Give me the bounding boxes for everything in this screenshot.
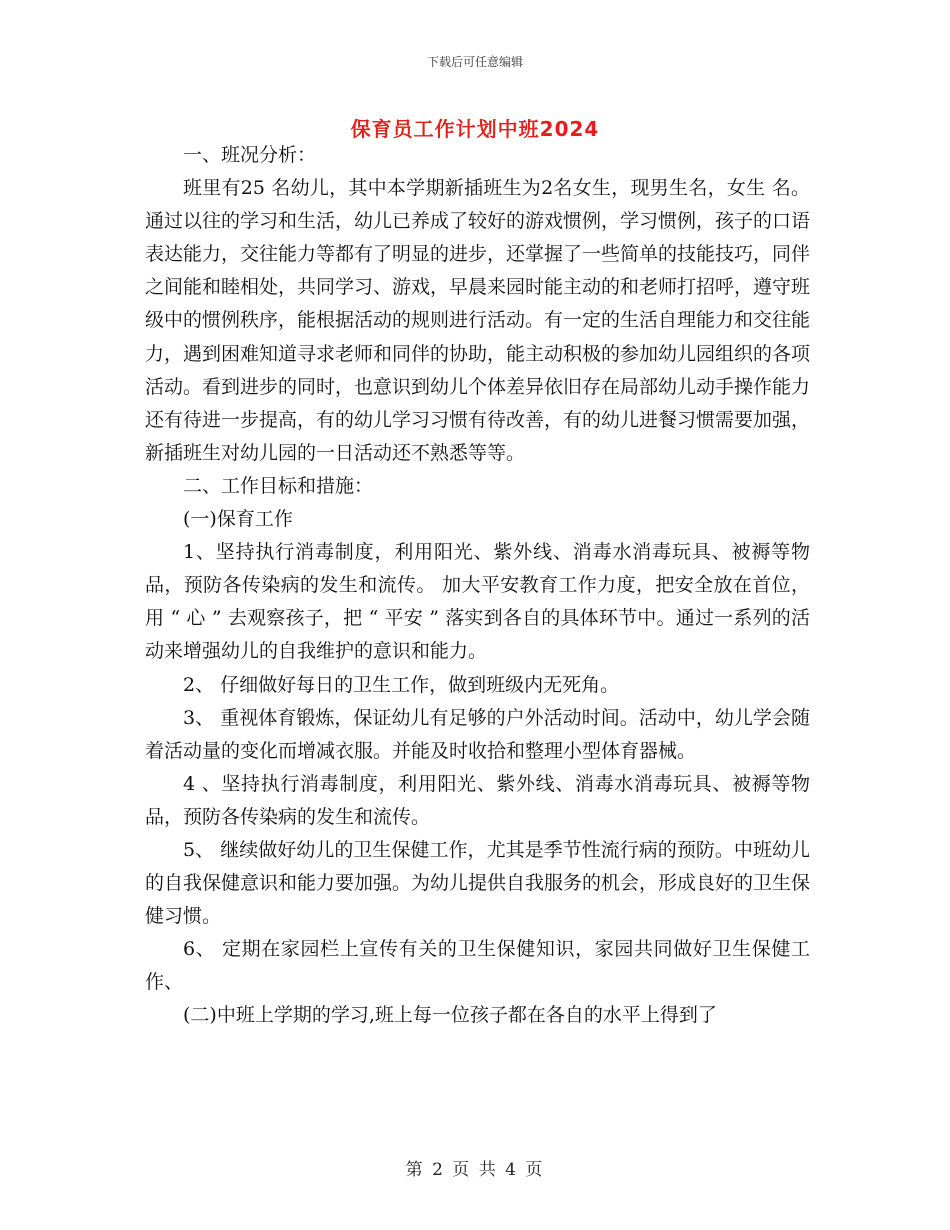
list-item-2: 2、 仔细做好每日的卫生工作，做到班级内无死角。 <box>183 673 620 696</box>
list-item-3: 3、 重视体育锻炼，保证幼儿有足够的户外活动时间。活动中，幼儿学会随着活动量的变化而增减衣服。并能及时收拾和整理小型体育器械。 <box>145 706 810 762</box>
subsection-heading-learning: (二)中班上学期的学习,班上每一位孩子都在各自的水平上得到了 <box>183 1004 717 1027</box>
document-body <box>145 139 810 1033</box>
list-item-5: 5、 继续做好幼儿的卫生保健工作，尤其是季节性流行病的预防。中班幼儿的自我保健意识和能力要加强。为幼儿提供自我服务的机会，形成良好的卫生保健习惯。 <box>145 838 811 928</box>
section-heading-goals: 二、工作目标和措施： <box>183 474 374 497</box>
paragraph-class-analysis: 班里有25 名幼儿，其中本学期新插班生为2名女生，现男生名，女生 名。通过以往的学习和生活，幼儿已养成了较好的游戏惯例，学习惯例，孩子的口语表达能力，交往能力等都有了明显的进步，还掌握了一些简单的技能技巧，同伴之间能和睦相处，共同学习、游戏，早晨来园时能主动的和老师打招呼，遵守班级中的惯例秩序，能根据活动的规则进行活动。有一定的生活自理能力和交往能力，遇到困难知道寻求老师和同伴的协助，能主动积极的参加幼儿园组织的各项活动。看到进步的同时，也意识到幼儿个体差异依旧存在局部幼儿动手操作能力还有待进一步提高，有的幼儿学习习惯有待改善，有的幼儿进餐习惯需要加强，新插班生对幼儿园的一日活动还不熟悉等等。 <box>145 177 811 464</box>
document-title: 保育员工作计划中班2024 <box>350 117 600 141</box>
list-item-4: 4 、坚持执行消毒制度，利用阳光、紫外线、消毒水消毒玩具、被褥等物品，预防各传染病的发生和流传。 <box>145 772 810 828</box>
list-item-1: 1、坚持执行消毒制度，利用阳光、紫外线、消毒水消毒玩具、被褥等物品，预防各传染病的发生和流传。 加大平安教育工作力度，把安全放在首位，用 “ 心 ” 去观察孩子，把 “ 平安 ” 落实到各自的具体环节中。通过一系列的活动来增强幼儿的自我维护的意识和能力。 <box>145 541 810 663</box>
section-heading-class-analysis: 一、班况分析： <box>183 144 317 166</box>
list-item-6: 6、 定期在家园栏上宣传有关的卫生保健知识，家园共同做好卫生保健工作、 <box>145 938 810 994</box>
page-number-footer: 第 2 页 共 4 页 <box>405 1160 545 1180</box>
subsection-heading-care-work: (一)保育工作 <box>183 508 293 531</box>
header-note: 下载后可任意编辑 <box>426 55 523 69</box>
